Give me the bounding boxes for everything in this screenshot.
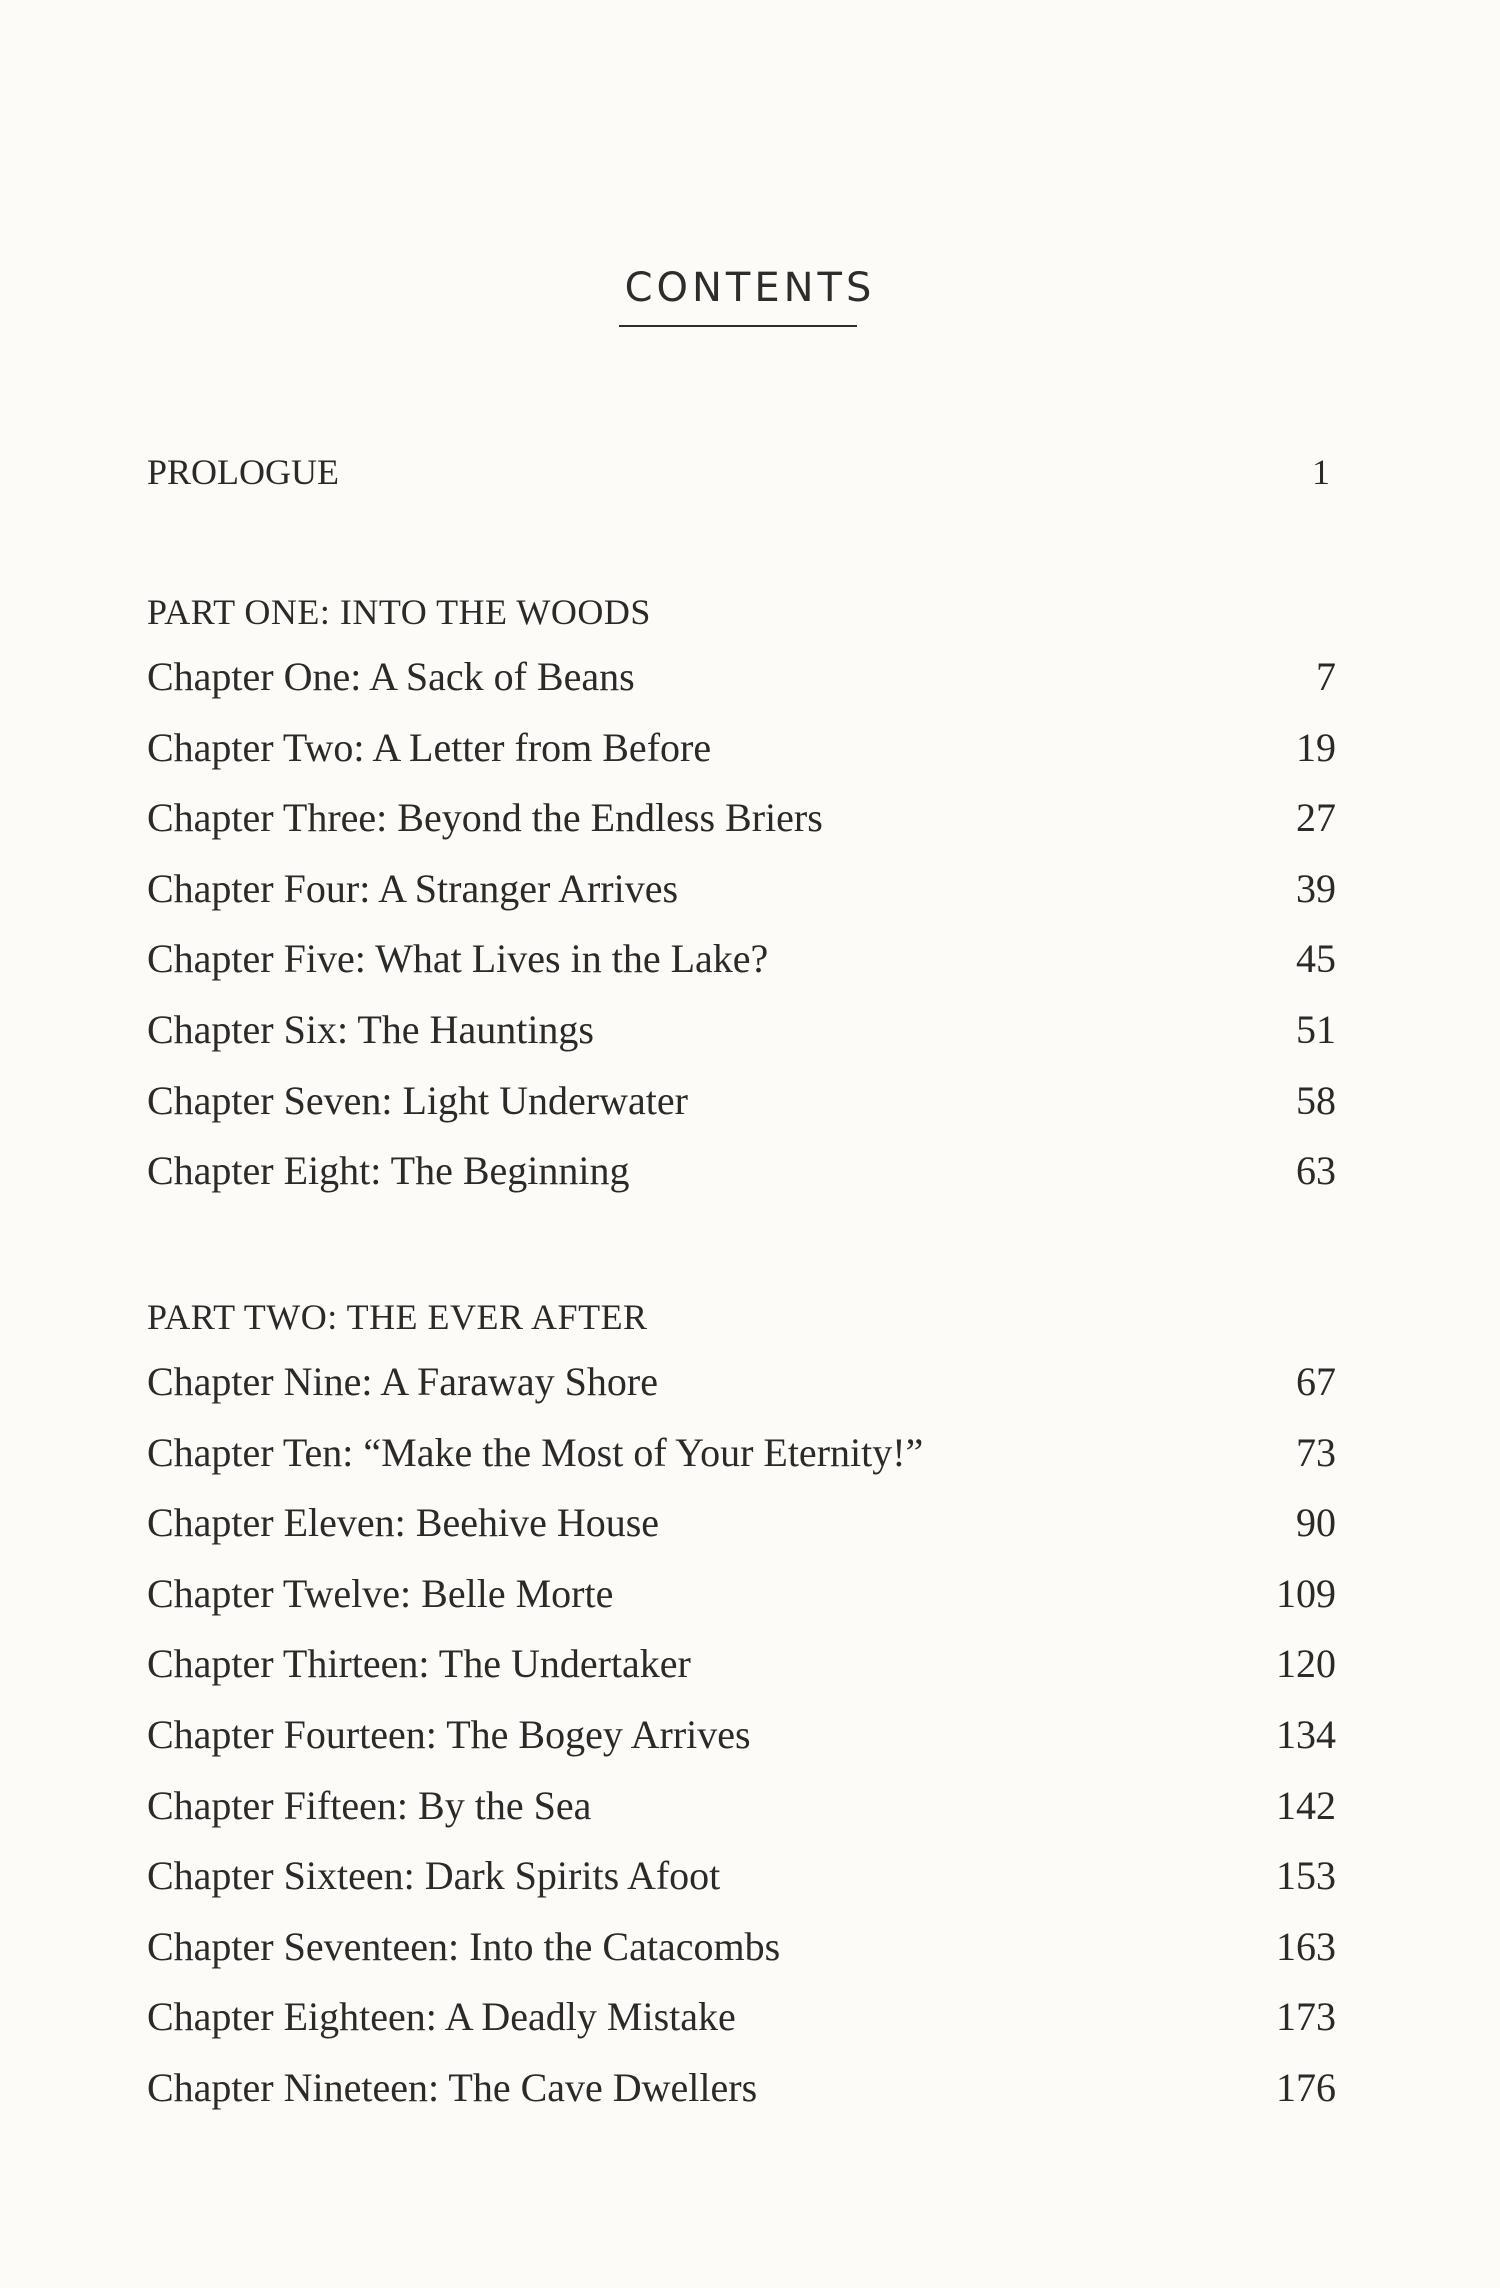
chapter-page: 142 [1276, 1782, 1336, 1828]
chapter-title: Chapter Sixteen: Dark Spirits Afoot [147, 1853, 721, 1899]
chapter-title: Chapter Nineteen: The Cave Dwellers [147, 2064, 758, 2110]
toc-entry [147, 1003, 1336, 1074]
chapter-title: Chapter Two: A Letter from Before [147, 724, 712, 770]
chapter-page: 45 [1296, 936, 1336, 982]
title-underline [619, 325, 857, 327]
chapter-title: Chapter Twelve: Belle Morte [147, 1570, 614, 1616]
toc-entry [147, 1779, 1336, 1850]
toc-entry [147, 1990, 1336, 2061]
toc-entry [147, 1849, 1336, 1920]
part-one-heading: PART ONE: INTO THE WOODS [147, 592, 651, 632]
toc-entry [147, 1074, 1336, 1145]
chapter-title: Chapter Six: The Hauntings [147, 1006, 594, 1052]
prologue-label: PROLOGUE [147, 452, 340, 492]
chapter-page: 67 [1296, 1359, 1336, 1404]
chapter-page: 153 [1276, 1853, 1336, 1899]
chapter-title: Chapter One: A Sack of Beans [147, 654, 635, 699]
chapter-page: 120 [1276, 1641, 1336, 1687]
chapter-title: Chapter Seventeen: Into the Catacombs [147, 1923, 781, 1969]
chapter-title: Chapter Nine: A Faraway Shore [147, 1359, 658, 1404]
chapter-page: 134 [1276, 1711, 1336, 1757]
chapter-page: 58 [1296, 1077, 1336, 1123]
toc-entry [147, 2061, 1336, 2132]
chapter-page: 163 [1276, 1923, 1336, 1969]
toc-entry [147, 1426, 1336, 1497]
chapter-page: 39 [1296, 865, 1336, 911]
toc-entry [147, 650, 1336, 721]
chapter-page: 63 [1296, 1148, 1336, 1194]
toc-entry [147, 1637, 1336, 1708]
chapter-title: Chapter Four: A Stranger Arrives [147, 865, 679, 911]
toc-entry [147, 791, 1336, 862]
chapter-page: 27 [1296, 795, 1336, 841]
prologue-page: 1 [1312, 452, 1330, 492]
toc-entry [147, 1496, 1336, 1567]
chapter-page: 176 [1276, 2064, 1336, 2110]
chapter-title: Chapter Seven: Light Underwater [147, 1077, 688, 1123]
chapter-title: Chapter Ten: “Make the Most of Your Eternity!” [147, 1429, 924, 1475]
toc-entry [147, 932, 1336, 1003]
chapter-title: Chapter Eighteen: A Deadly Mistake [147, 1994, 736, 2040]
chapter-page: 109 [1276, 1570, 1336, 1616]
chapter-title: Chapter Fourteen: The Bogey Arrives [147, 1711, 751, 1757]
chapter-title: Chapter Fifteen: By the Sea [147, 1782, 592, 1828]
chapter-title: Chapter Thirteen: The Undertaker [147, 1641, 691, 1687]
chapter-title: Chapter Eight: The Beginning [147, 1148, 630, 1194]
toc-entry [147, 1920, 1336, 1991]
chapter-title: Chapter Five: What Lives in the Lake? [147, 936, 769, 982]
toc-entry [147, 1144, 1336, 1215]
toc-entry [147, 721, 1336, 792]
toc-entry [147, 1355, 1336, 1426]
part-one-section [147, 588, 1336, 1215]
prologue-entry [147, 448, 1330, 496]
chapter-page: 73 [1296, 1429, 1336, 1475]
part-two-section [147, 1293, 1336, 2132]
toc-entry [147, 862, 1336, 933]
toc-entry [147, 1708, 1336, 1779]
chapter-page: 173 [1276, 1994, 1336, 2040]
chapter-page: 90 [1296, 1500, 1336, 1546]
chapter-page: 51 [1296, 1006, 1336, 1052]
toc-entry [147, 1567, 1336, 1638]
chapter-title: Chapter Three: Beyond the Endless Briers [147, 795, 823, 841]
chapter-page: 7 [1316, 654, 1336, 699]
page-title: CONTENTS [624, 265, 876, 311]
chapter-title: Chapter Eleven: Beehive House [147, 1500, 660, 1546]
chapter-page: 19 [1296, 724, 1336, 770]
part-two-heading: PART TWO: THE EVER AFTER [147, 1297, 648, 1337]
